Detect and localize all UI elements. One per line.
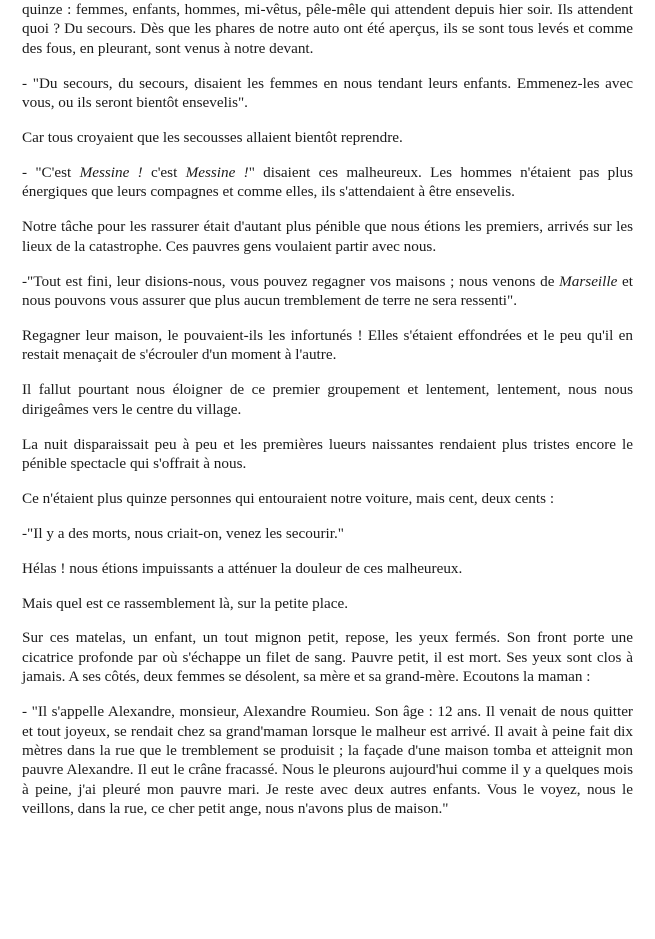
paragraph: Hélas ! nous étions impuissants a atténuer la douleur de ces malheureux. xyxy=(22,559,463,577)
paragraph: Sur ces matelas, un enfant, un tout mignon petit, repose, les yeux fermés. Son front porte une cicatrice profonde par où s'échappe un filet de sang. Pauvre petit, il est mort. Ses yeux sont clos à jamais. A ses côtés, deux femmes se désolent, sa mère et sa grand-mère. Ecoutons la maman : xyxy=(22,629,633,686)
paragraph: - "Du secours, du secours, disaient les femmes en nous tendant leurs enfants. Emmenez-les avec vous, ou ils seront bientôt ensevelis". xyxy=(22,74,633,112)
paragraph: Notre tâche pour les rassurer était d'autant plus pénible que nous étions les premiers, arrivés sur les lieux de la catastrophe. Ces pauvres gens voulaient partir avec nous. xyxy=(22,218,633,255)
paragraph: -"Tout est fini, leur disions-nous, vous pouvez regagner vos maisons ; nous venons de Marseille et nous pouvons vous assurer que plus aucun tremblement de terre ne sera ressenti". xyxy=(22,272,633,309)
body-text xyxy=(22,0,633,833)
emphasis: Marseille xyxy=(559,272,618,290)
paragraph: quinze : femmes, enfants, hommes, mi-vêtus, pêle-mêle qui attendent depuis hier soir. Ils attendent quoi ? Du secours. Dès que les phares de notre auto ont été aperçus, ils se sont tous levés et comme des fous, en pleurant, sont venus à notre devant. xyxy=(22,1,633,57)
paragraph: Mais quel est ce rassemblement là, sur la petite place. xyxy=(22,594,348,612)
paragraph: - "C'est Messine ! c'est Messine !" disaient ces malheureux. Les hommes n'étaient pas plus énergiques que leurs compagnes et comme elles, ils s'attendaient à être ensevelis. xyxy=(22,163,633,201)
paragraph: -"Il y a des morts, nous criait-on, venez les secourir." xyxy=(22,524,344,542)
emphasis: Messine ! xyxy=(79,163,143,181)
paragraph: Ce n'étaient plus quinze personnes qui entouraient notre voiture, mais cent, deux cents : xyxy=(22,489,555,507)
paragraph: La nuit disparaissait peu à peu et les premières lueurs naissantes rendaient plus tristes encore le pénible spectacle qui s'offrait à nous. xyxy=(22,435,633,472)
paragraph: - "Il s'appelle Alexandre, monsieur, Alexandre Roumieu. Son âge : 12 ans. Il venait de nous quitter et tout joyeux, se rendait chez sa grand'maman lorsque le malheur est arrivé. Il avait à peine fait dix mètres dans la rue que le tremblement se produisit ; la façade d'une maison tomba et atteignit mon pauvre Alexandre. Il eut le crâne fracassé. Nous le pleurons aujourd'hui comme il y a quelques mois à peine, j'ai pleuré mon pauvre mari. Je reste avec deux autres enfants. Vous le voyez, nous le veillons, dans la rue, ce cher petit ange, nous n'avons plus de maison." xyxy=(22,703,633,818)
paragraph: Car tous croyaient que les secousses allaient bientôt reprendre. xyxy=(22,129,403,147)
paragraph: Il fallut pourtant nous éloigner de ce premier groupement et lentement, lentement, nous nous dirigeâmes vers le centre du village. xyxy=(22,381,633,418)
emphasis: Messine ! xyxy=(185,163,249,181)
paragraph: Regagner leur maison, le pouvaient-ils les infortunés ! Elles s'étaient effondrées et le peu qu'il en restait menaçait de s'écrouler d'un moment à l'autre. xyxy=(22,326,633,364)
